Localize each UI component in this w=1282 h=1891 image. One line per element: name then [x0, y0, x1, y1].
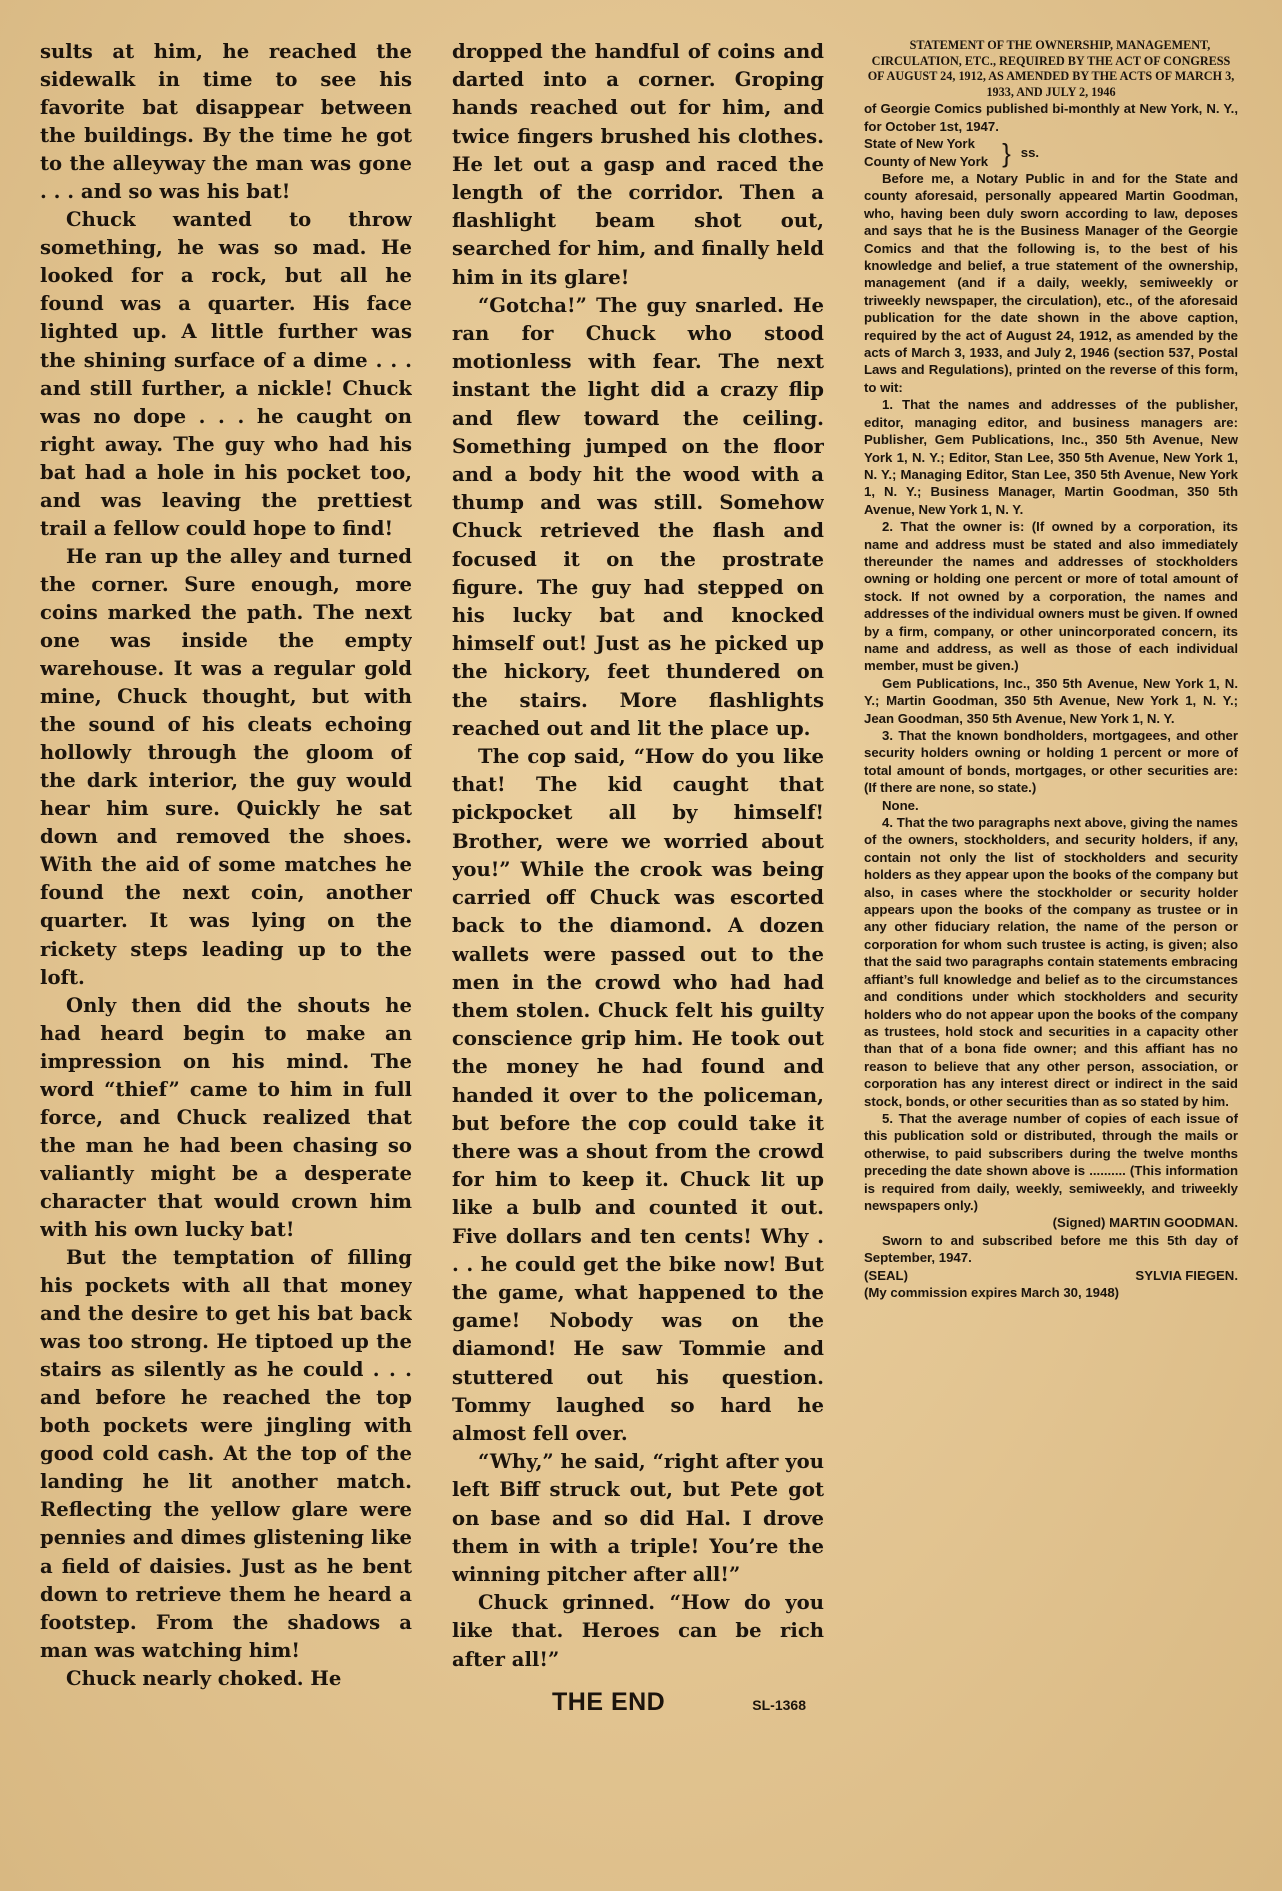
statement-intro: of Georgie Comics published bi-monthly at New York, N. Y., for October 1st, 1947.	[864, 101, 1238, 134]
statement-paragraph: 5. That the average number of copies of each issue of this publication sold or distributed, through the mails or otherwise, to paid subscribers during the twelve months preceding the date shown above is .......... (This information is required from daily, weekly, semiweekly, and triweekly newspapers only.)	[864, 1110, 1238, 1213]
statement-heading: STATEMENT OF THE OWNERSHIP, MANAGEMENT, CIRCULATION, ETC., REQUIRED BY THE ACT OF CONGRESS OF AUGUST 24, 1912, AS AMENDED BY THE ACTS OF MARCH 3, 1933, AND JULY 2, 1946	[867, 38, 1235, 99]
story-paragraph: He ran up the alley and turned the corner. Sure enough, more coins marked the path. The next one was inside the empty warehouse. It was a regular gold mine, Chuck thought, but with the sound of his cleats echoing hollowly through the gloom of the dark interior, the guy would hear him sure. Quickly he sat down and removed the shoes. With the aid of some matches he found the next coin, another quarter. It was lying on the rickety steps leading up to the loft.	[40, 544, 412, 989]
statement-paragraph: 2. That the owner is: (If owned by a corporation, its name and address must be stated and also immediately thereunder the names and addresses of stockholders owning or holding one percent or more of total amount of stock. If not owned by a corporation, the names and addresses of the individual owners must be given. If owned by a firm, company, or other unincorporated concern, its name and address, as well as those of each individual member, must be given.)	[864, 519, 1238, 674]
statement-paragraph: Before me, a Notary Public in and for the State and county aforesaid, personally appeared Martin Goodman, who, having been duly sworn according to law, deposes and says that he is the Business Manager of the Georgie Comics and that the following is, to the best of his knowledge and belief, a true statement of the ownership, management (and if a daily, weekly, semiweekly or triweekly newspaper, the circulation), etc., of the aforesaid publication for the date shown in the above caption, required by the act of August 24, 1912, as amended by the acts of March 3, 1933, and July 2, 1946 (section 537, Postal Laws and Regulations), printed on the reverse of this form, to wit:	[864, 171, 1238, 395]
statement-paragraph: Gem Publications, Inc., 350 5th Avenue, New York 1, N. Y.; Martin Goodman, 350 5th Avenue, New York 1, N. Y.; Jean Goodman, 350 5th Avenue, New York 1, N. Y.	[864, 675, 1238, 726]
ss-label: ss.	[1020, 144, 1040, 160]
signed-line: (Signed) MARTIN GOODMAN.	[1052, 1215, 1238, 1231]
seal-label: (SEAL)	[864, 1267, 908, 1283]
story-paragraph: “Why,” he said, “right after you left Biff struck out, but Pete got on base and so did Hal. I drove them in with a triple! You’re the winning pitcher after all!”	[452, 1450, 824, 1586]
notary-name: SYLVIA FIEGEN.	[1135, 1267, 1238, 1283]
story-paragraph: But the temptation of filling his pockets with all that money and the desire to get his bat back was too strong. He tiptoed up the stairs as silently as he could . . . and before he reached the top both pockets were jingling with good cold cash. At the top of the landing he lit another match. Reflecting the yellow glare were pennies and dimes glistening like a field of daisies. Just as he bent down to retrieve them he heard a footstep. From the shadows a man was watching him!	[40, 1246, 412, 1662]
statement-paragraph: 4. That the two paragraphs next above, giving the names of the owners, stockholders, and security holders, if any, contain not only the list of stockholders and security holders as they appear upon the books of the company but also, in cases where the stockholder or security holder appears upon the books of the company as trustee or in any other fiduciary relation, the name of the person or corporation for whom such trustee is acting, is given; also that the said two paragraphs contain statements embracing affiant’s full knowledge and belief as to the circumstances and conditions under which stockholders and security holders who do not appear upon the books of the company as trustees, hold stock and securities in a capacity other than that of a bona fide owner; and this affiant has no reason to believe that any other person, association, or corporation has any interest direct or indirect in the said stock, bonds, or other securities than as so stated by him.	[864, 815, 1238, 1109]
story-paragraph: Chuck grinned. “How do you like that. Heroes can be rich after all!”	[452, 1591, 824, 1671]
story-paragraph: Only then did the shouts he had heard begin to make an impression on his mind. The word “thief” came to him in full force, and Chuck realized that the man he had been chasing so valiantly might be a desperate character that would crown him with his own lucky bat!	[40, 993, 412, 1241]
sworn-line: Sworn to and subscribed before me this 5th day of September, 1947.	[864, 1232, 1238, 1266]
story-column-2	[452, 38, 824, 1798]
the-end-label: THE END	[552, 1687, 666, 1716]
ownership-statement-column	[864, 38, 1238, 1808]
end-line	[452, 1688, 824, 1719]
commission-line: (My commission expires March 30, 1948)	[864, 1285, 1120, 1300]
brace-icon: }	[1002, 137, 1011, 168]
seal-notary-line	[864, 1267, 1238, 1284]
story-paragraph: dropped the handful of coins and darted into a corner. Groping hands reached out for him, and twice fingers brushed his clothes. He let out a gasp and raced the length of the corridor. Then a flashlight beam shot out, searched for him, and finally held him in its glare!	[452, 40, 824, 289]
story-paragraph: sults at him, he reached the sidewalk in time to see his favorite bat disappear between the buildings. By the time he got to the alleyway the man was gone . . . and so was his bat!	[40, 40, 412, 204]
statement-paragraph: None.	[882, 797, 919, 813]
statement-paragraph: 3. That the known bondholders, mortgagees, and other security holders owning or holding 1 percent or more of total amount of bonds, mortgages, or other securities are: (If there are none, so state.)	[864, 728, 1238, 796]
story-paragraph: Chuck wanted to throw something, he was so mad. He looked for a rock, but all he found was a quarter. His face lighted up. A little further was the shining surface of a dime . . . and still further, a nickle! Chuck was no dope . . . he caught on right away. The guy who had his bat had a hole in his pocket too, and was leaving the prettiest trail a fellow could hope to find!	[40, 208, 412, 540]
story-paragraph: The cop said, “How do you like that! The kid caught that pickpocket all by himself! Brother, were we worried about you!” While the crook was being carried off Chuck was escorted back to the diamond. A dozen wallets were passed out to the men in the crowd who had had them stolen. Chuck felt his guilty conscience grip him. He took out the money he had found and handed it over to the policeman, but before the cop could take it there was a shout from the crowd for him to keep it. Chuck lit up like a bulb and counted it out. Five dollars and ten cents! Why . . . he could get the bike now! But the game, what happened to the game! Nobody was on the diamond! He saw Tommie and stuttered out his question. Tommy laughed so hard he almost fell over.	[452, 745, 824, 1445]
statement-paragraph: 1. That the names and addresses of the publisher, editor, managing editor, and business managers are: Publisher, Gem Publications, Inc., 350 5th Avenue, New York 1, N. Y.; Editor, Stan Lee, 350 5th Avenue, New York 1, N. Y.; Managing Editor, Stan Lee, 350 5th Avenue, New York 1, N. Y.; Business Manager, Martin Goodman, 350 5th Avenue, New York 1, N. Y.	[864, 397, 1238, 517]
county-line: County of New York	[864, 153, 989, 169]
story-paragraph: Chuck nearly choked. He	[66, 1666, 342, 1690]
story-column-1	[40, 38, 412, 1798]
job-number: SL-1368	[752, 1696, 806, 1713]
story-paragraph: “Gotcha!” The guy snarled. He ran for Chuck who stood motionless with fear. The next instant the light did a crazy flip and flew toward the ceiling. Something jumped on the floor and a body hit the wood with a thump and was still. Somehow Chuck retrieved the flash and focused it on the prostrate figure. The guy had stepped on his lucky bat and knocked himself out! Just as he picked up the hickory, feet thundered on the stairs. More flashlights reached out and lit the place up.	[452, 293, 824, 740]
state-county-block	[864, 135, 1238, 170]
state-line: State of New York	[864, 136, 975, 152]
